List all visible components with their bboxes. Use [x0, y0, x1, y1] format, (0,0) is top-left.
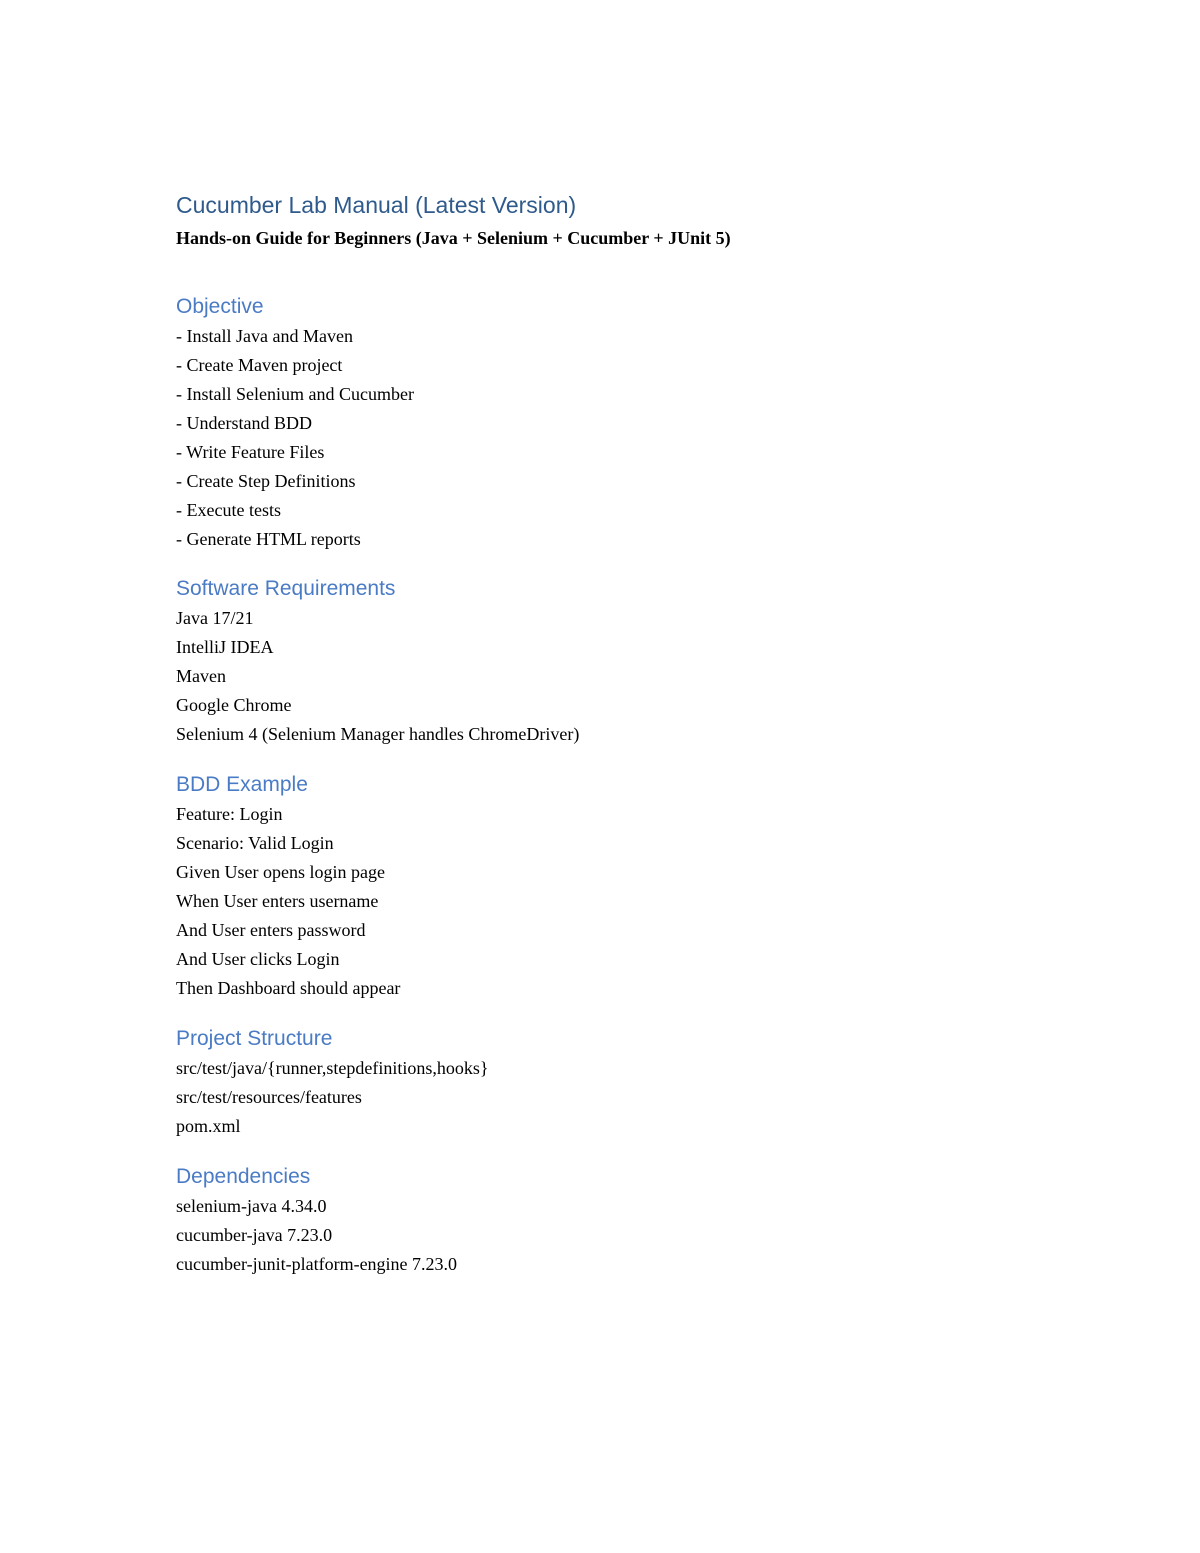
list-item: src/test/resources/features — [176, 1087, 362, 1107]
document-subtitle: Hands-on Guide for Beginners (Java + Selenium + Cucumber + JUnit 5) — [176, 228, 731, 248]
list-item: And User enters password — [176, 920, 366, 940]
dependencies-list — [176, 1192, 1056, 1279]
list-item: selenium-java 4.34.0 — [176, 1196, 327, 1216]
section-heading-dependencies: Dependencies — [176, 1165, 311, 1188]
section-objective — [176, 292, 1056, 554]
list-item: pom.xml — [176, 1116, 241, 1136]
section-heading-objective: Objective — [176, 295, 264, 318]
list-item: Given User opens login page — [176, 862, 385, 882]
list-item: - Install Selenium and Cucumber — [176, 384, 414, 404]
list-item: Google Chrome — [176, 695, 292, 715]
list-item: - Execute tests — [176, 500, 281, 520]
section-dependencies — [176, 1162, 1056, 1279]
software-requirements-list — [176, 604, 1056, 749]
section-heading-bdd-example: BDD Example — [176, 773, 308, 796]
list-item: And User clicks Login — [176, 949, 340, 969]
list-item: Then Dashboard should appear — [176, 978, 401, 998]
section-project-structure — [176, 1024, 1056, 1141]
list-item: - Write Feature Files — [176, 442, 325, 462]
section-software-requirements — [176, 574, 1056, 749]
bdd-example-list — [176, 800, 1056, 1003]
list-item: Scenario: Valid Login — [176, 833, 334, 853]
list-item: src/test/java/{runner,stepdefinitions,hooks} — [176, 1058, 489, 1078]
list-item: - Install Java and Maven — [176, 326, 353, 346]
list-item: Selenium 4 (Selenium Manager handles ChromeDriver) — [176, 724, 580, 744]
list-item: Java 17/21 — [176, 608, 254, 628]
list-item: Maven — [176, 666, 226, 686]
section-heading-project-structure: Project Structure — [176, 1027, 333, 1050]
objective-list — [176, 322, 1056, 554]
section-bdd-example — [176, 770, 1056, 1003]
list-item: cucumber-junit-platform-engine 7.23.0 — [176, 1254, 458, 1274]
list-item: IntelliJ IDEA — [176, 637, 274, 657]
document-title: Cucumber Lab Manual (Latest Version) — [176, 192, 577, 218]
list-item: - Create Maven project — [176, 355, 343, 375]
document-page — [176, 188, 1056, 1279]
project-structure-list — [176, 1054, 1056, 1141]
list-item: Feature: Login — [176, 804, 283, 824]
list-item: - Create Step Definitions — [176, 471, 356, 491]
list-item: cucumber-java 7.23.0 — [176, 1225, 333, 1245]
list-item: - Understand BDD — [176, 413, 312, 433]
list-item: When User enters username — [176, 891, 379, 911]
list-item: - Generate HTML reports — [176, 529, 361, 549]
section-heading-software-requirements: Software Requirements — [176, 577, 396, 600]
